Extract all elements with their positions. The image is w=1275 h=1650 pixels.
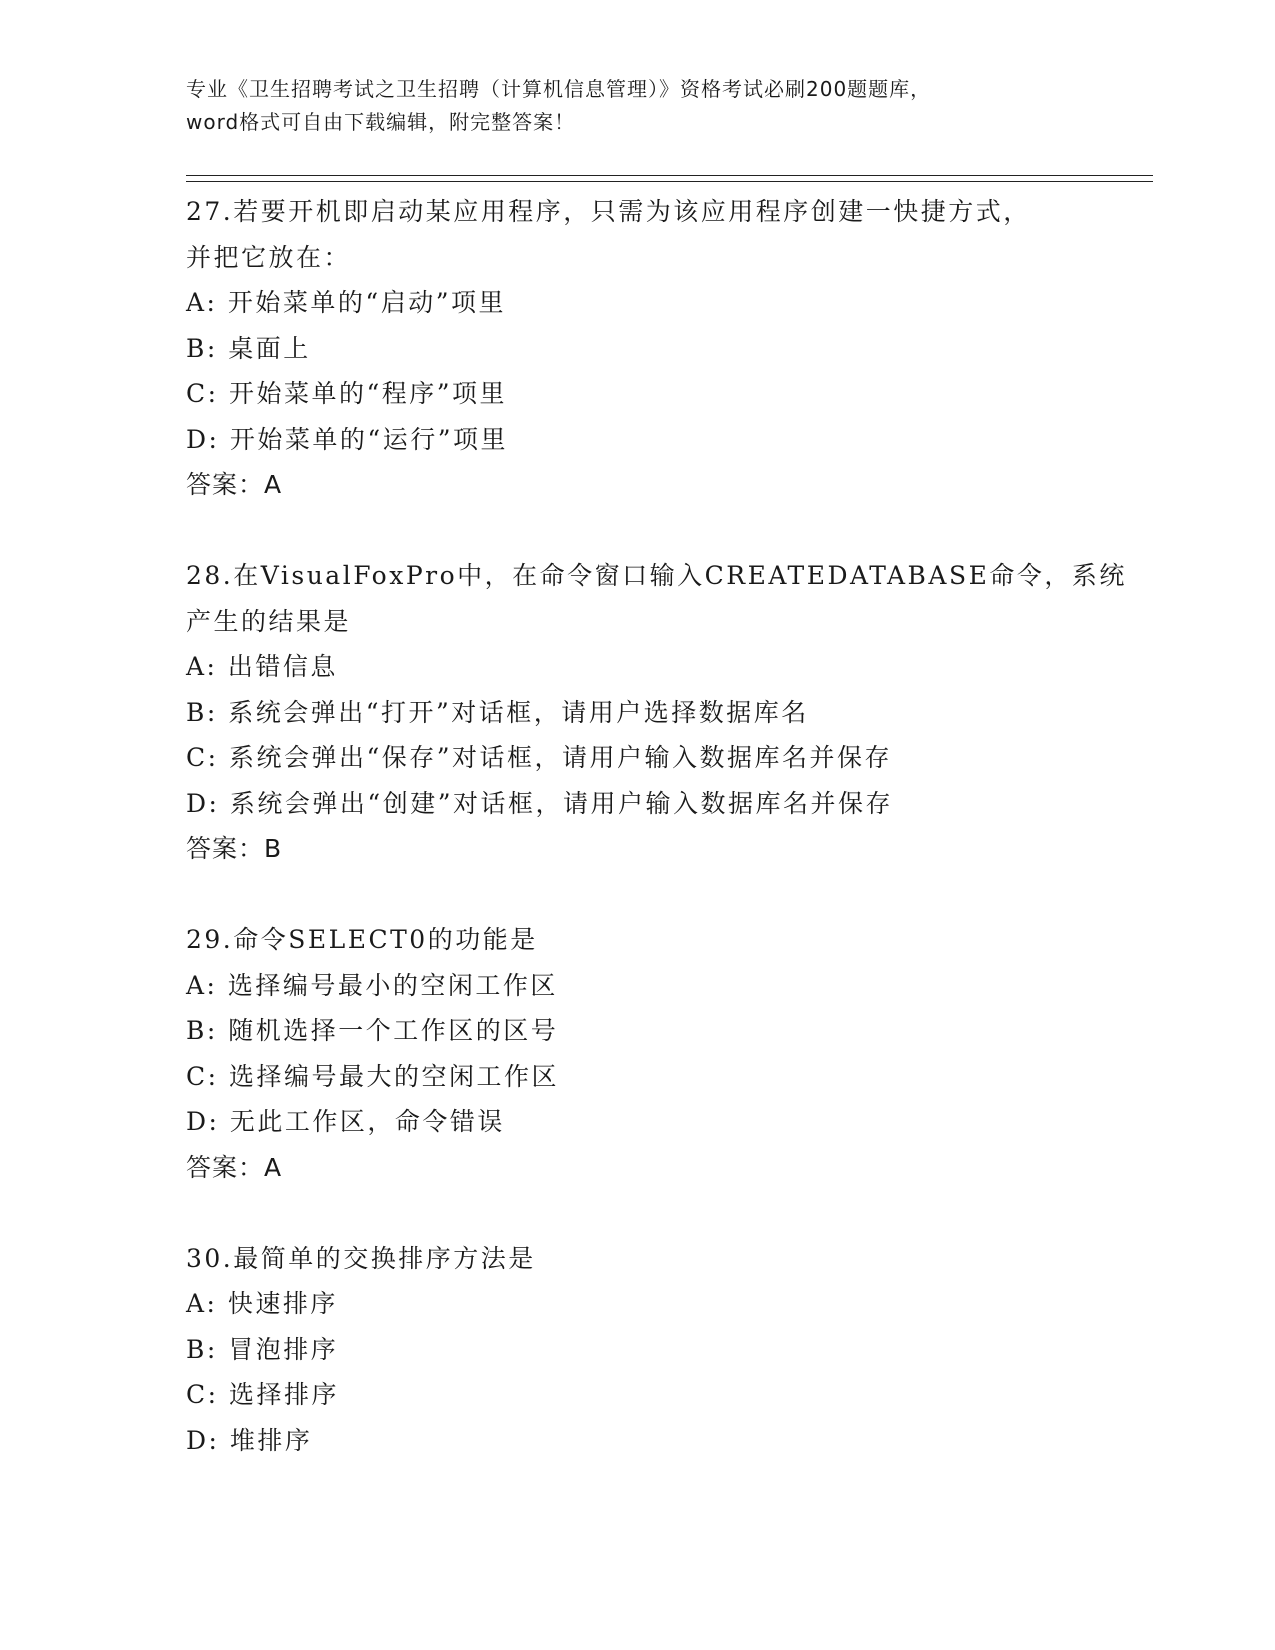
question-29	[186, 917, 1146, 1190]
question-27	[186, 189, 1146, 508]
option-b: B: 随机选择一个工作区的区号	[186, 1016, 559, 1045]
question-30	[186, 1236, 1146, 1464]
option-c: C: 选择编号最大的空闲工作区	[186, 1061, 559, 1091]
question-stem-line: 并把它放在：	[186, 242, 352, 272]
option-a: A: 出错信息	[186, 652, 338, 681]
question-stem-line: 27.若要开机即启动某应用程序，只需为该应用程序创建一快捷方式，	[186, 197, 1031, 226]
question-spacer	[186, 1190, 1146, 1236]
question-stem-line: 产生的结果是	[186, 606, 352, 636]
question-28	[186, 553, 1146, 872]
option-b: B: 冒泡排序	[186, 1334, 339, 1364]
option-a: A: 选择编号最小的空闲工作区	[186, 970, 558, 1000]
option-d: D: 系统会弹出“创建”对话框，请用户输入数据库名并保存	[186, 788, 893, 818]
question-list	[186, 189, 1146, 1463]
answer-line: 答案：B	[186, 834, 283, 863]
header-divider-top	[186, 175, 1153, 176]
option-c: C: 开始菜单的“程序”项里	[186, 379, 508, 408]
option-c: C: 系统会弹出“保存”对话框，请用户输入数据库名并保存	[186, 743, 893, 772]
question-spacer	[186, 872, 1146, 918]
header-divider-bottom	[186, 181, 1153, 182]
question-stem-line: 30.最简单的交换排序方法是	[186, 1243, 536, 1273]
document-header	[186, 73, 1086, 139]
option-b: B: 桌面上	[186, 333, 311, 363]
header-line-2: word格式可自由下载编辑，附完整答案！	[186, 110, 576, 134]
question-spacer	[186, 508, 1146, 554]
option-d: D: 堆排序	[186, 1425, 313, 1455]
option-a: A: 开始菜单的“启动”项里	[186, 288, 506, 317]
option-d: D: 开始菜单的“运行”项里	[186, 424, 508, 454]
answer-line: 答案：A	[186, 1152, 283, 1182]
option-d: D: 无此工作区，命令错误	[186, 1107, 505, 1136]
header-line-1: 专业《卫生招聘考试之卫生招聘（计算机信息管理）》资格考试必刷200题题库，	[186, 77, 932, 101]
question-stem-line: 28.在VisualFoxPro中，在命令窗口输入CREATEDATABASE命令，系统	[186, 561, 1127, 590]
option-a: A: 快速排序	[186, 1289, 338, 1318]
option-c: C: 选择排序	[186, 1380, 339, 1409]
question-stem-line: 29.命令SELECT0的功能是	[186, 925, 538, 954]
option-b: B: 系统会弹出“打开”对话框，请用户选择数据库名	[186, 697, 809, 727]
answer-line: 答案：A	[186, 470, 283, 499]
